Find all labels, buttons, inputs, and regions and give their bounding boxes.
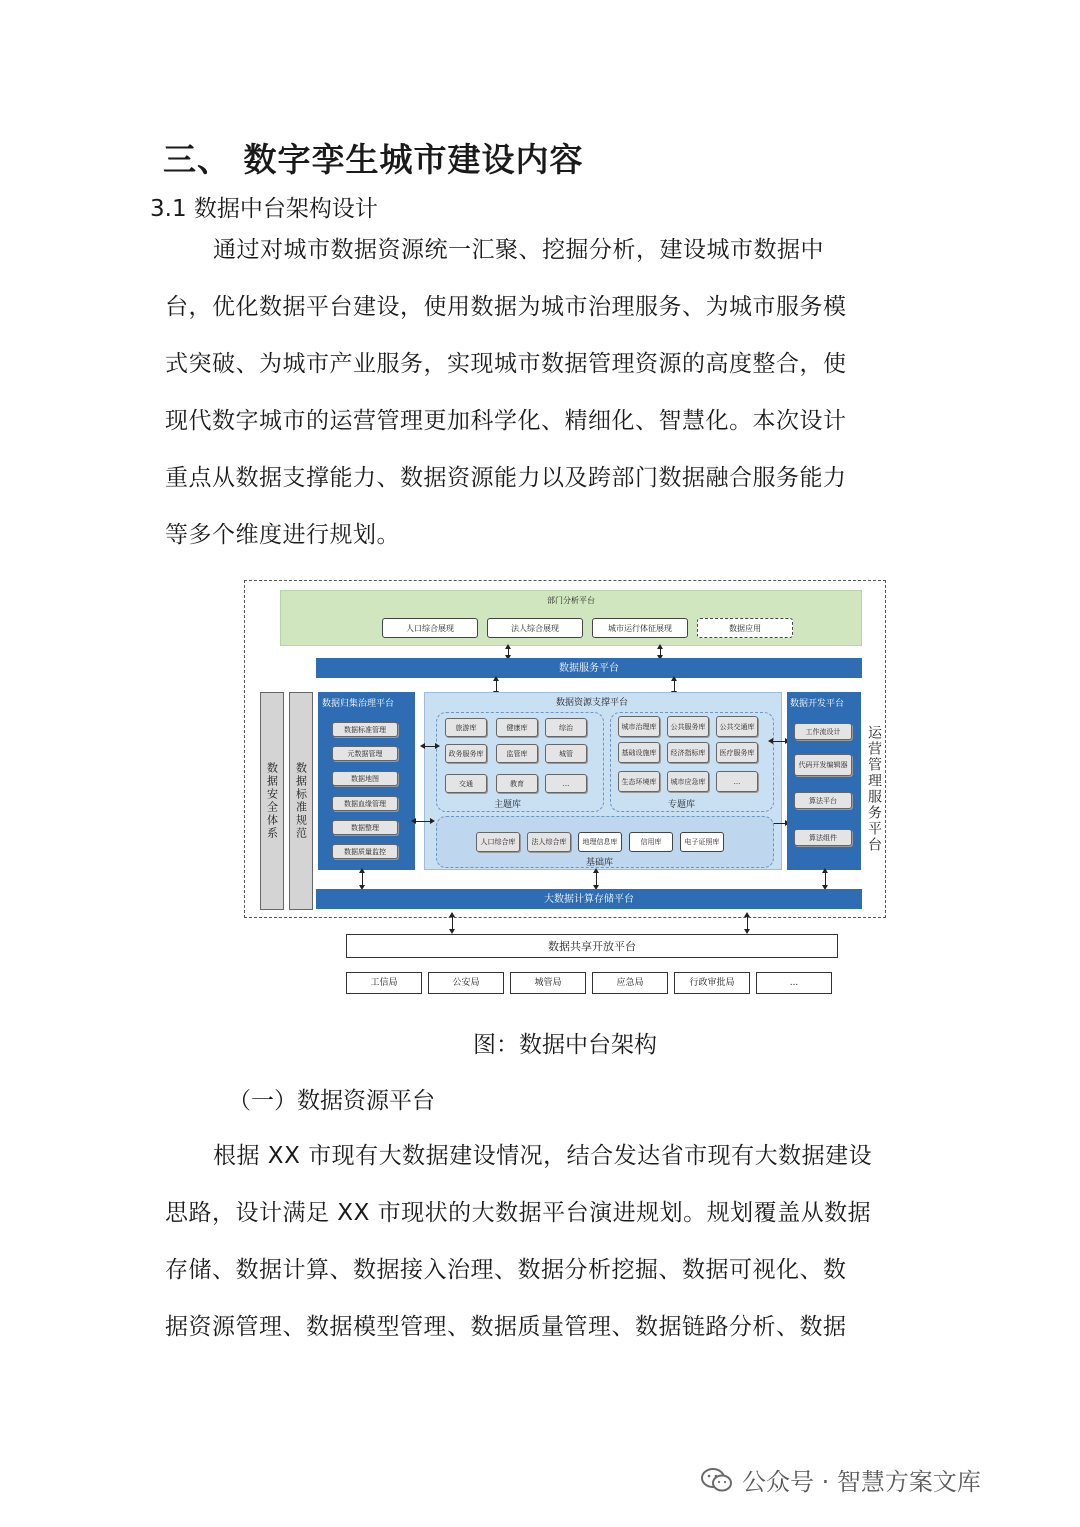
para-line: 台，优化数据平台建设，使用数据为城市治理服务、为城市服务模 (165, 294, 847, 320)
arrow (660, 648, 661, 656)
theme-label: 主题库 (494, 800, 522, 810)
dev-item: 代码开发编辑器 (794, 754, 852, 776)
theme-item: ... (545, 774, 587, 793)
base-item: 人口综合库 (476, 832, 520, 852)
governance-item: 数据地图 (332, 771, 398, 786)
bureau-item: 应急局 (592, 972, 668, 994)
special-item: ... (716, 771, 758, 792)
figure-caption: 图：数据中台架构 (473, 1032, 657, 1058)
arrow (424, 746, 436, 747)
base-item: 地理信息库 (578, 832, 622, 852)
dept-item: 人口综合展现 (382, 618, 478, 638)
bureau-item: 城管局 (510, 972, 586, 994)
resource-title: 数据资源支撑平台 (556, 698, 629, 708)
governance-item: 数据标准管理 (332, 722, 398, 737)
arrow (772, 741, 786, 742)
base-item: 电子证照库 (680, 832, 724, 852)
arrow (415, 821, 431, 822)
governance-title: 数据归集治理平台 (322, 699, 395, 709)
theme-item: 教育 (496, 774, 538, 793)
special-item: 公共服务库 (667, 716, 709, 737)
special-item: 城市治理库 (618, 716, 660, 737)
dept-item: 法人综合展现 (487, 618, 583, 638)
special-item: 公共交通库 (716, 716, 758, 737)
arrow (362, 872, 363, 886)
para-line: 重点从数据支撑能力、数据资源能力以及跨部门数据融合服务能力 (165, 465, 847, 491)
dev-item: 工作流设计 (794, 723, 852, 740)
para-line: 思路，设计满足 XX 市现状的大数据平台演进规划。规划覆盖从数据 (165, 1200, 872, 1226)
para-line: 存储、数据计算、数据接入治理、数据分析挖掘、数据可视化、数 (165, 1257, 847, 1283)
governance-item: 数据质量监控 (332, 844, 398, 859)
para-line: 据资源管理、数据模型管理、数据质量管理、数据链路分析、数据 (165, 1314, 847, 1340)
chapter-heading: 三、 数字孪生城市建设内容 (163, 140, 584, 179)
special-item: 生态环境库 (618, 771, 660, 792)
arrow (825, 872, 826, 886)
bureau-item: ... (756, 972, 832, 994)
arrow (508, 648, 509, 656)
special-item: 城市应急库 (667, 771, 709, 792)
dev-title: 数据开发平台 (790, 699, 845, 709)
architecture-diagram (240, 576, 890, 1006)
wechat-icon (700, 1466, 734, 1494)
base-item: 信用库 (629, 832, 673, 852)
dev-item: 算法组件 (794, 829, 852, 846)
watermark-text: 公众号 · 智慧方案文库 (742, 1468, 981, 1496)
arrow (747, 916, 748, 930)
base-item: 法人综合库 (527, 832, 571, 852)
dept-analysis-title: 部门分析平台 (547, 596, 595, 605)
section-heading: 3.1 数据中台架构设计 (150, 196, 378, 222)
theme-item: 监管库 (496, 744, 538, 763)
bureau-item: 行政审批局 (674, 972, 750, 994)
bureau-item: 公安局 (428, 972, 504, 994)
theme-item: 城管 (545, 744, 587, 763)
subsection-heading: （一）数据资源平台 (228, 1088, 435, 1114)
special-item: 医疗服务库 (716, 742, 758, 763)
ops-label: 运营管理服务平台 (866, 725, 882, 853)
theme-item: 旅游库 (445, 718, 487, 737)
watermark (700, 1462, 981, 1497)
governance-item: 数据整理 (332, 820, 398, 835)
theme-item: 综治 (545, 718, 587, 737)
base-label: 基础库 (586, 858, 614, 868)
para-line: 式突破、为城市产业服务，实现城市数据管理资源的高度整合，使 (165, 351, 847, 377)
data-security-system (260, 692, 284, 910)
dept-item: 城市运行体征展现 (592, 618, 688, 638)
dev-item: 算法平台 (794, 792, 852, 809)
data-service-platform: 数据服务平台 (316, 658, 862, 678)
data-standard-spec (289, 692, 313, 910)
special-item: 基础设施库 (618, 742, 660, 763)
special-label: 专题库 (668, 800, 696, 810)
arrow (596, 872, 597, 886)
theme-item: 健康库 (496, 718, 538, 737)
arrow (496, 680, 497, 692)
governance-item: 元数据管理 (332, 746, 398, 761)
para-line: 通过对城市数据资源统一汇聚、挖掘分析，建设城市数据中 (213, 237, 824, 263)
special-item: 经济指标库 (667, 742, 709, 763)
security-label: 数据安全体系 (265, 762, 279, 840)
dept-item: 数据应用 (697, 618, 793, 638)
ops-service-platform (863, 714, 885, 864)
arrow (674, 680, 675, 692)
theme-item: 交通 (445, 774, 487, 793)
para-line: 根据 XX 市现有大数据建设情况，结合发达省市现有大数据建设 (213, 1143, 873, 1169)
intro-paragraph (165, 222, 917, 564)
bigdata-platform: 大数据计算存储平台 (316, 889, 862, 909)
arrow (452, 916, 453, 930)
resource-paragraph (165, 1128, 917, 1356)
data-sharing-platform: 数据共享开放平台 (346, 934, 838, 958)
bureau-item: 工信局 (346, 972, 422, 994)
governance-item: 数据血缘管理 (332, 796, 398, 811)
para-line: 等多个维度进行规划。 (165, 522, 400, 548)
standard-label: 数据标准规范 (294, 762, 308, 840)
para-line: 现代数字城市的运营管理更加科学化、精细化、智慧化。本次设计 (165, 408, 847, 434)
theme-item: 政务服务库 (445, 744, 487, 763)
